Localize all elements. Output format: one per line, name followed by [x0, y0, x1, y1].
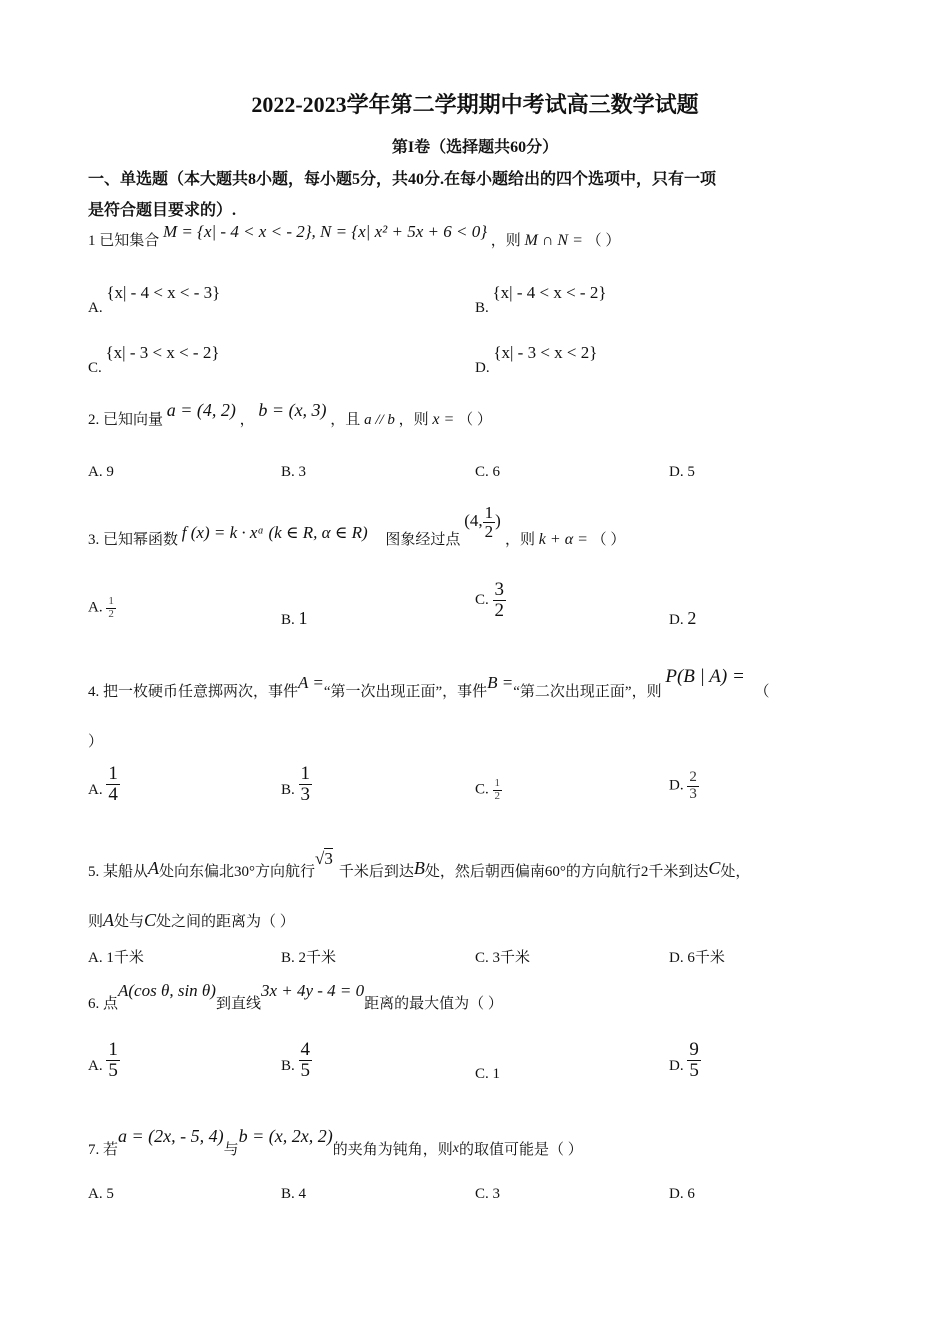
q3-option-c[interactable] [475, 580, 506, 621]
q5-option-a-value: 1千米 [106, 950, 144, 966]
q4-option-c[interactable] [475, 778, 502, 802]
q7-option-a-value: 5 [106, 1186, 114, 1202]
q3-mid: 图象经过点 [385, 532, 461, 549]
q6-option-c-label: C. [475, 1066, 489, 1082]
q3-option-b-label: B. [281, 612, 295, 628]
q4-option-b-label: B. [281, 781, 295, 798]
paper-subtitle: 第I卷（选择题共60分） [391, 139, 559, 156]
q5-sqrt: √3 [315, 849, 333, 868]
q4-option-b-fraction [299, 764, 313, 805]
q3-point-fraction [483, 504, 496, 541]
q5-option-a[interactable] [88, 946, 144, 967]
page-title: 2022-2023学年第二学期期中考试高三数学试题 [251, 92, 699, 117]
question-2 [88, 400, 492, 429]
q6-option-c[interactable] [475, 1066, 500, 1083]
q4-option-b-den: 3 [300, 783, 311, 805]
question-5-line1 [88, 848, 751, 880]
q4-option-d-den: 3 [689, 785, 697, 802]
q6-option-a-fraction [106, 1040, 120, 1081]
q3-paren: （ ） [591, 532, 626, 549]
q7-option-b-label: B. [281, 1186, 295, 1202]
q4-option-c-label: C. [475, 781, 489, 798]
q2-option-a-value: 9 [106, 464, 114, 480]
q7-vector-b: b = (x, 2x, 2) [238, 1126, 333, 1146]
q4-ask: P(B | A) = [665, 666, 745, 687]
q3-ask: k + α = [538, 531, 588, 549]
question-4 [88, 666, 770, 700]
q7-suffix1: 的夹角为钝角，则 [332, 1142, 453, 1158]
q2-paren: （ ） [458, 412, 492, 428]
q1-option-b[interactable] [475, 283, 607, 316]
q4-paren-close: ） [88, 734, 104, 750]
question-6 [88, 980, 503, 1012]
q7-option-b-value: 4 [298, 1186, 307, 1202]
q7-option-a[interactable] [88, 1186, 114, 1203]
q5-option-d[interactable] [669, 946, 725, 967]
q2-vector-a: a = (4, 2) [166, 400, 236, 420]
q7-prefix: 7. 若 [88, 1142, 119, 1158]
q4-option-a-num: 1 [108, 763, 118, 784]
q2-option-b-value: 3 [298, 464, 307, 480]
q2-condition-prefix: ，且 [330, 412, 361, 428]
q1-option-d-value: {x| - 3 < x < 2} [493, 343, 598, 362]
q6-line: 3x + 4y - 4 = 0 [260, 981, 365, 1000]
q3-suffix: ，则 [505, 532, 536, 549]
q1-option-a-value: {x| - 4 < x < - 3} [106, 283, 221, 302]
question-7 [88, 1124, 583, 1158]
q5-point-b: B [413, 858, 425, 878]
q4-option-c-num: 1 [494, 777, 501, 789]
q5-point-a: A [148, 858, 160, 878]
q5-text-e: 处， [720, 864, 751, 880]
q7-option-d-value: 6 [687, 1186, 695, 1202]
q2-separator: ， [239, 412, 255, 428]
q6-point: A(cos θ, sin θ) [118, 981, 216, 1000]
q6-mid: 到直线 [215, 996, 261, 1012]
q3-option-b[interactable] [281, 608, 308, 629]
q4-option-d-fraction [687, 770, 699, 803]
q5-line2-b: 处与 [114, 914, 145, 930]
q2-mid: ，则 [398, 412, 429, 428]
q5-line2-point-c: C [144, 910, 157, 930]
q5-option-c-label: C. [475, 950, 489, 966]
q4-option-a-label: A. [88, 781, 103, 798]
q7-option-c-value: 3 [492, 1186, 501, 1202]
q3-option-c-fraction [493, 580, 507, 621]
q3-option-b-value: 1 [298, 608, 308, 628]
q6-option-c-value: 1 [492, 1066, 501, 1082]
q6-option-d-fraction [687, 1040, 701, 1081]
q6-option-b[interactable] [281, 1040, 312, 1081]
q3-option-c-label: C. [475, 591, 489, 608]
q1-option-d-label: D. [475, 360, 490, 376]
q1-option-d[interactable] [475, 343, 598, 376]
q4-option-a-den: 4 [108, 783, 118, 805]
q7-x: x [452, 1141, 460, 1156]
q5-text-c: 千米后到达 [338, 864, 414, 880]
q3-point-pre: (4, [464, 511, 483, 531]
q6-option-a-num: 1 [108, 1039, 118, 1060]
q6-option-b-num: 4 [300, 1039, 311, 1060]
q6-suffix: 距离的最大值为（ ） [364, 996, 503, 1012]
q4-option-c-den: 2 [494, 789, 501, 802]
q5-option-c[interactable] [475, 946, 530, 967]
q1-option-c-value: {x| - 3 < x < - 2} [105, 343, 220, 362]
q3-option-d-value: 2 [687, 608, 697, 628]
q4-prefix: 4. 把一枚硬币任意掷两次，事件 [88, 684, 299, 700]
q2-option-c-value: 6 [492, 464, 501, 480]
q6-option-d-label: D. [669, 1057, 684, 1074]
question-5-line2 [88, 910, 295, 931]
q4-option-d-label: D. [669, 777, 684, 794]
q7-option-c[interactable] [475, 1186, 500, 1203]
q5-text-d: 处，然后朝西偏南60°的方向航行2千米到达 [424, 864, 709, 880]
q7-suffix2: 的取值可能是（ ） [459, 1142, 583, 1158]
q2-vector-b: b = (x, 3) [258, 400, 327, 420]
q7-option-d-label: D. [669, 1186, 684, 1202]
q1-suffix: ，则 [490, 233, 521, 249]
q3-option-a[interactable] [88, 596, 116, 620]
q1-option-c-label: C. [88, 360, 102, 376]
q7-vector-a: a = (2x, - 5, 4) [118, 1126, 224, 1146]
q5-text-a: 5. 某船从 [88, 864, 149, 880]
q6-option-d-den: 5 [689, 1059, 699, 1081]
q3-point-num: 1 [484, 503, 494, 522]
q7-option-a-label: A. [88, 1186, 103, 1202]
q3-expression: f (x) = k · xᵅ (k ∈ R, α ∈ R) [181, 523, 368, 543]
q7-option-d[interactable] [669, 1186, 695, 1203]
q2-option-c-label: C. [475, 464, 489, 480]
section-heading-line2: 是符合题目要求的）. [88, 202, 237, 219]
q4-paren-open: （ [754, 684, 770, 700]
q5-option-c-value: 3千米 [492, 950, 531, 966]
q4-option-d-num: 2 [689, 769, 697, 785]
q2-option-a[interactable] [88, 464, 114, 481]
q4-option-a-fraction [106, 764, 120, 805]
q6-option-d[interactable] [669, 1040, 701, 1081]
question-3 [88, 503, 626, 549]
q2-option-a-label: A. [88, 464, 103, 480]
q5-line2-a: 则 [88, 914, 104, 930]
q1-ask: M ∩ N = [524, 232, 583, 249]
q2-option-c[interactable] [475, 464, 500, 481]
q4-event-a: “第一次出现正面”，事件 [323, 684, 488, 700]
q1-option-c[interactable] [88, 343, 220, 376]
q2-ask: x = [432, 411, 455, 428]
q3-option-a-num: 1 [108, 595, 114, 607]
q3-option-a-den: 2 [108, 607, 114, 620]
q5-option-a-label: A. [88, 950, 103, 966]
q4-option-c-fraction [493, 778, 503, 802]
q2-option-d-value: 5 [687, 464, 695, 480]
q5-line2-point-a: A [103, 910, 115, 930]
q1-prefix: 1 已知集合 [88, 233, 160, 249]
q2-condition: a // b [364, 412, 395, 428]
q4-option-b[interactable] [281, 764, 312, 805]
q2-option-b-label: B. [281, 464, 295, 480]
q2-option-d-label: D. [669, 464, 684, 480]
q2-option-b[interactable] [281, 464, 306, 481]
q1-option-b-value: {x| - 4 < x < - 2} [492, 283, 607, 302]
q5-text-b: 处向东偏北30°方向航行 [159, 864, 316, 880]
q4-option-a[interactable] [88, 764, 120, 805]
q6-option-a-label: A. [88, 1057, 103, 1074]
q5-point-c: C [708, 858, 721, 878]
q6-option-b-fraction [299, 1040, 313, 1081]
q7-option-b[interactable] [281, 1186, 306, 1203]
q6-option-b-den: 5 [300, 1059, 311, 1081]
q3-option-d-label: D. [669, 612, 684, 628]
q6-prefix: 6. 点 [88, 996, 119, 1012]
q3-option-a-label: A. [88, 599, 103, 616]
q3-prefix: 3. 已知幂函数 [88, 532, 179, 549]
q3-option-c-den: 2 [494, 599, 505, 621]
q4-event-b-symbol: B = [487, 673, 514, 692]
q5-option-d-value: 6千米 [687, 950, 725, 966]
q4-option-d[interactable] [669, 770, 699, 803]
q7-mid: 与 [223, 1142, 239, 1158]
q3-option-d[interactable] [669, 608, 696, 629]
q3-option-a-fraction [106, 596, 116, 620]
q5-sqrt-value: 3 [324, 849, 333, 868]
question-1 [88, 222, 621, 250]
q2-option-d[interactable] [669, 464, 695, 481]
q1-option-a[interactable] [88, 283, 221, 316]
q3-point-den: 2 [484, 521, 494, 541]
q3-option-c-num: 3 [494, 579, 505, 600]
q5-option-b-value: 2千米 [298, 950, 337, 966]
q5-option-b[interactable] [281, 946, 336, 967]
q3-point [464, 503, 505, 541]
q4-event-a-symbol: A = [298, 673, 324, 692]
section-heading-line1: 一、单选题（本大题共8小题，每小题5分，共40分.在每小题给出的四个选项中，只有一项 [88, 171, 717, 188]
q5-line2-c: 处之间的距离为（ ） [156, 914, 295, 930]
q6-option-a-den: 5 [108, 1059, 118, 1081]
q3-point-post: ) [495, 511, 501, 531]
q1-option-b-label: B. [475, 300, 489, 316]
q6-option-a[interactable] [88, 1040, 120, 1081]
q1-expression: M = {x| - 4 < x < - 2}, N = {x| x² + 5x + 6 < 0} [163, 222, 488, 241]
q4-option-b-num: 1 [300, 763, 311, 784]
q5-option-d-label: D. [669, 950, 684, 966]
q5-option-b-label: B. [281, 950, 295, 966]
q6-option-d-num: 9 [689, 1039, 699, 1060]
q7-option-c-label: C. [475, 1186, 489, 1202]
q4-event-b: “第二次出现正面”，则 [513, 684, 662, 700]
q2-prefix: 2. 已知向量 [88, 412, 164, 428]
q1-paren: （ ） [586, 233, 621, 249]
q1-option-a-label: A. [88, 300, 103, 316]
q6-option-b-label: B. [281, 1057, 295, 1074]
